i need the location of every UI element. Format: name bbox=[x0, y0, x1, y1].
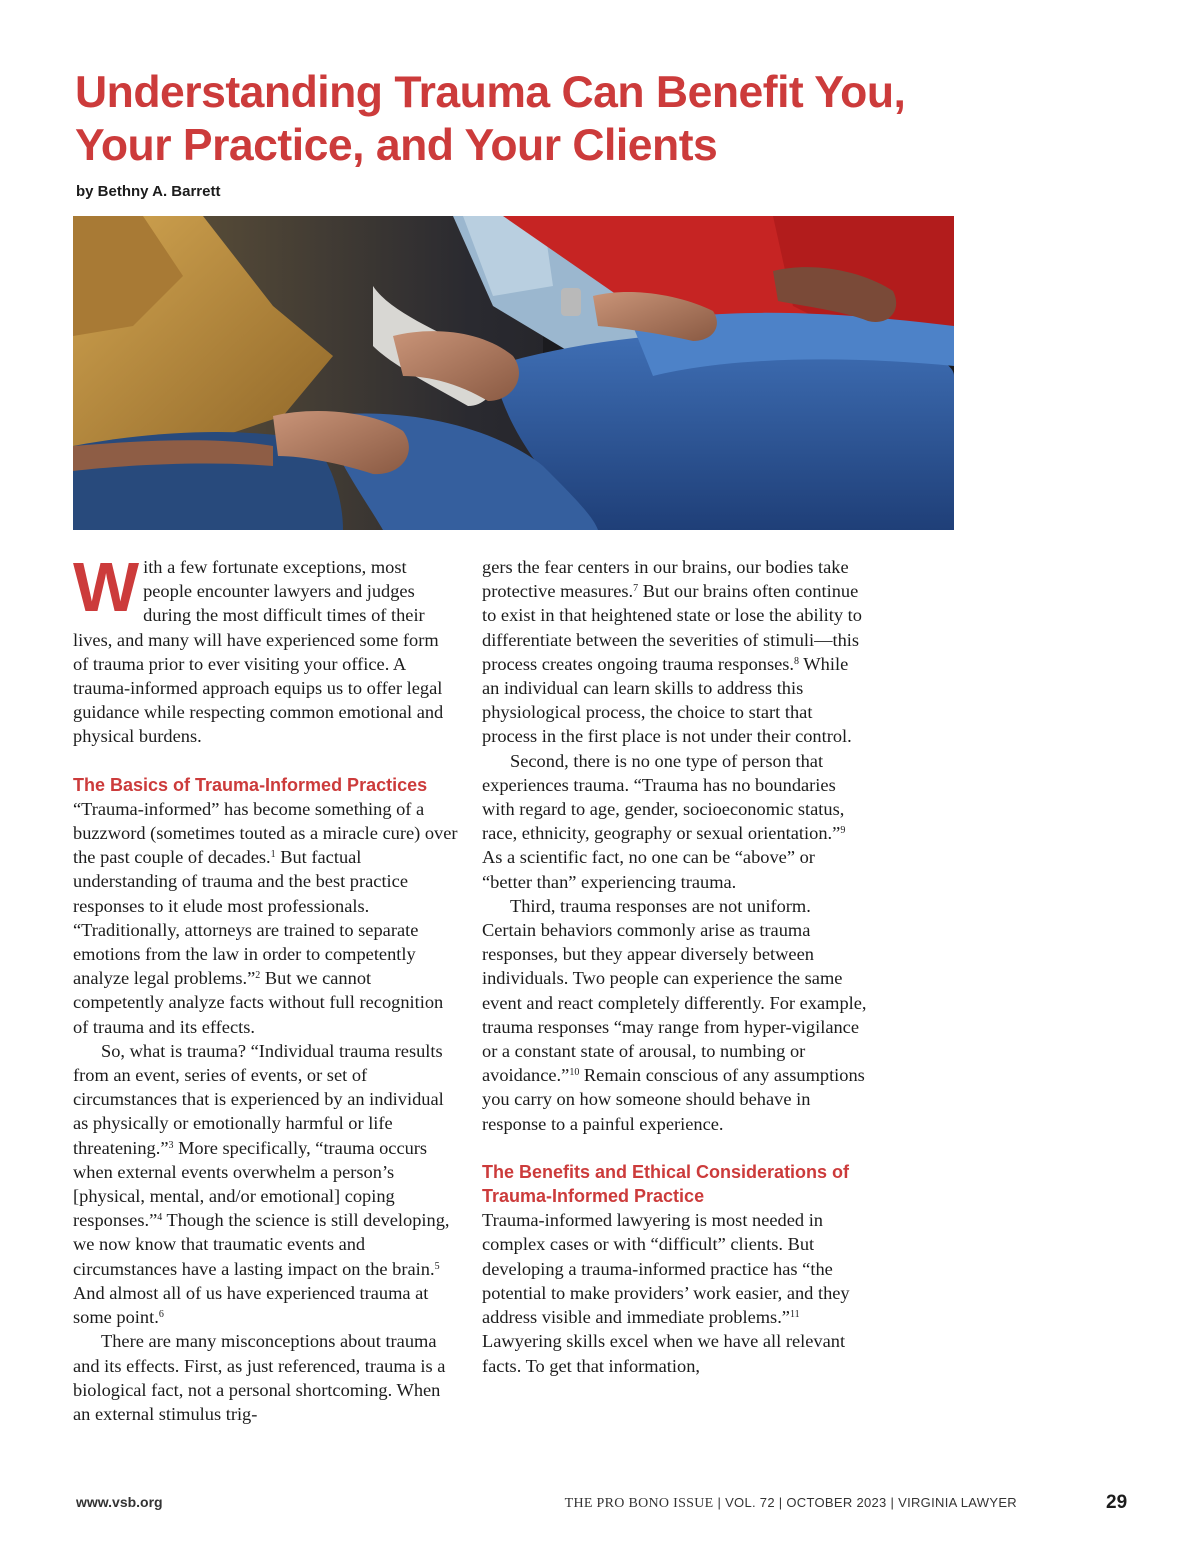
column-left bbox=[73, 548, 458, 1426]
intro-paragraph: ith a few fortunate exceptions, most people encounter lawyers and judges during the most difficult times of their lives, and many will have experienced some form of trauma prior to ever visiting your office. A trauma-informed approach equips us to offer legal guidance while respecting common emotional and physical burdens. bbox=[73, 557, 444, 747]
footnote-ref: 8 bbox=[794, 655, 800, 667]
hero-photo-holding-hands bbox=[73, 216, 954, 530]
footnote-ref: 7 bbox=[633, 583, 639, 595]
byline: by Bethny A. Barrett bbox=[76, 183, 221, 200]
footnote-ref: 4 bbox=[157, 1212, 163, 1224]
footnote-ref: 3 bbox=[168, 1139, 174, 1151]
drop-cap: W bbox=[73, 548, 140, 626]
paragraph-second: Second, there is no one type of person that experiences trauma. “Trauma has no boundaries with regard to age, gender, socioeconomic status, race, ethnicity, geography or sexual orientation.”$^9$ As a scientific fact, no one can be “above” or “better than” experiencing trauma. bbox=[482, 750, 846, 892]
paragraph-what-is-trauma: So, what is trauma? “Individual trauma results from an event, series of events, or set of circumstances that is experienced by an individual as physically or emotionally harmful or life threatening.”$^3$ More specifically, “trauma occurs when external events overwhelm a person’s [physical, mental, and/or emotional] coping responses.”$^4$ Though the science is still developing, we now know that traumatic events and circumstances have a lasting impact on the brain.$^5$ And almost all of us have experienced trauma at some point.$^6$ bbox=[73, 1040, 450, 1328]
footnote-ref: 6 bbox=[158, 1309, 164, 1321]
footer-publication: VIRGINIA LAWYER bbox=[898, 1495, 1017, 1510]
footnote-ref: 9 bbox=[840, 825, 846, 837]
paragraph-buzzword: “Trauma-informed” has become something of a buzzword (sometimes touted as a miracle cure) over the past couple of decades.$^1$ But factual understanding of trauma and the best practice responses to it elude most professionals. “Traditionally, attorneys are trained to separate emotions from the law in order to competently analyze legal problems.”$^2$ But we cannot competently analyze facts without full recognition of trauma and its effects. bbox=[73, 798, 458, 1037]
paragraph-benefits: Trauma-informed lawyering is most needed in complex cases or with “difficult” clients. But developing a trauma-informed practice has “the potential to make providers’ work easier, and they address visible and immediate problems.”$^{11}$ Lawyering skills excel when we have all relevant facts. To get that information, bbox=[482, 1210, 850, 1376]
title-line-1: Understanding Trauma Can Benefit You, bbox=[75, 68, 906, 117]
footer-volume: VOL. 72 bbox=[725, 1495, 775, 1510]
footnote-ref: 2 bbox=[255, 970, 261, 982]
paragraph-fear-centers: gers the fear centers in our brains, our bodies take protective measures.$^7$ But our brains often continue to exist in that heightened state or lose the ability to differentiate between the severities of stimuli—this process creates ongoing trauma responses.$^8$ While an individual can learn skills to address this physiological process, the choice to start that process in the first place is not under their control. bbox=[482, 557, 862, 747]
page-number: 29 bbox=[1106, 1492, 1128, 1513]
paragraph-misconceptions: There are many misconceptions about trauma and its effects. First, as just referenced, trauma is a biological fact, not a personal shortcoming. When an external stimulus trig- bbox=[73, 1331, 446, 1424]
footnote-ref: 11 bbox=[789, 1309, 800, 1321]
footnote-ref: 1 bbox=[270, 849, 276, 861]
section-heading-benefits: The Benefits and Ethical Considerations of Trauma-Informed Practice bbox=[482, 1161, 850, 1207]
footer-date: OCTOBER 2023 bbox=[786, 1495, 887, 1510]
article-title bbox=[75, 66, 1035, 172]
section-heading-basics: The Basics of Trauma-Informed Practices bbox=[73, 774, 428, 795]
footer-issue-info: THE PRO BONO ISSUE | VOL. 72 | OCTOBER 2023 | VIRGINIA LAWYER bbox=[564, 1495, 1017, 1511]
footnote-ref: 5 bbox=[434, 1260, 440, 1272]
paragraph-third: Third, trauma responses are not uniform. Certain behaviors commonly arise as trauma responses, but they appear diversely between individuals. Two people can experience the same event and react completely differently. For example, trauma responses “may range from hyper-vigilance or a constant state of arousal, to numbing or avoidance.”$^{10}$ Remain conscious of any assumptions you carry on how someone should behave in response to a painful experience. bbox=[482, 895, 867, 1134]
title-line-2: Your Practice, and Your Clients bbox=[75, 121, 718, 170]
column-right bbox=[482, 555, 867, 1378]
footer-website: www.vsb.org bbox=[76, 1494, 163, 1510]
footer-issue-name: THE PRO BONO ISSUE bbox=[564, 1496, 714, 1511]
page-footer bbox=[0, 1494, 1200, 1518]
footnote-ref: 10 bbox=[569, 1067, 580, 1079]
